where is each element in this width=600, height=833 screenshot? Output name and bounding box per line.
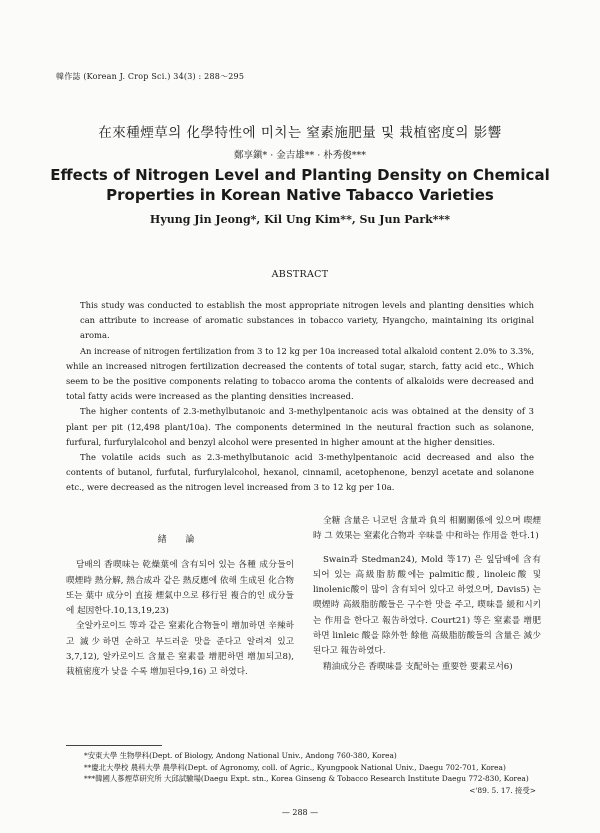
abstract-paragraph: An increase of nitrogen fertilization from 3 to 12 kg per 10a increased total alkaloid content 2.0% to 3.3%, while an increased nitrogen fertilization decreased the contents of total sugar, starch, fatty acid etc., Which seem to be the positive components relating to tobacco aroma the contents of alkaloids were decreased and total fatty acids were increased as the planting densities increased. (66, 345, 535, 402)
footnote-divider (66, 745, 162, 746)
footnote-affiliation-2: **慶北大學校 農科大學 農學科(Dept. of Agronomy, coll. of Agric., Kyungpook National Univ., Daegu 702-701, Korea) (84, 762, 506, 772)
right-column (313, 514, 541, 675)
english-title (40, 165, 560, 205)
body-paragraph: 精油成分은 香喫味를 支配하는 重要한 要素로서6) (323, 661, 513, 672)
abstract-paragraph: The volatile acids such as 2.3-methylbutanoic acid 3-methylpentanoic acid decreased and also the contents of butanol, furfutal, furfurylalcohol, hexanol, cinnamil, acetophenone, benzyl acetate and solanone etc., were decreased as the nitrogen level increased from 3 to 12 kg per 10a. (66, 452, 534, 493)
english-title-line-1: Effects of Nitrogen Level and Planting Density on Chemical (50, 166, 550, 184)
footnote-affiliation-3: ***韓國人蔘煙草研究所 大邱試驗場(Daegu Expt. stn., Korea Ginseng & Tobacco Research Institute Daegu 772-830, Korea) (84, 774, 529, 784)
footnote-affiliation-1: *安東大學 生物學科(Dept. of Biology, Andong National Univ., Andong 760-380, Korea) (84, 751, 397, 760)
journal-citation: 韓作誌 (Korean J. Crop Sci.) 34(3) : 288～295 (56, 72, 245, 81)
received-date: <'89. 5. 17. 接受> (469, 785, 536, 795)
english-authors: Hyung Jin Jeong*, Kil Ung Kim**, Su Jun Park*** (149, 213, 451, 226)
footnotes (66, 750, 536, 796)
body-paragraph: 全알카로이드 等과 같은 窒素化合物들이 增加하면 辛辣하고 滅少하면 순하고 부드러운 맛을 준다고 알려져 있고3,7,12), 알카로이드 含量은 窒素를 增肥하면 增加되고8), 栽植密度가 낮을 수록 增加된다9,16) 고 하였다. (66, 621, 294, 678)
page-number: — 288 — (281, 808, 319, 817)
english-title-line-2: Properties in Korean Native Tabacco Varieties (106, 186, 494, 204)
left-column (66, 533, 294, 681)
section-heading-introduction: 緖 論 (157, 535, 203, 545)
abstract-body (66, 298, 534, 496)
abstract-heading: ABSTRACT (271, 269, 329, 280)
abstract-paragraph: The higher contents of 2.3-methylbutanoic and 3-methylpentanoic acis was obtained at the density of 3 plant per pit (12,498 plant/10a). The components determined in the neutural fraction such as solanone, furfural, furfurylalcohol and benzyl alcohol were presented in higher amount at the higher densities. (66, 406, 534, 447)
abstract-paragraph: This study was conducted to establish the most appropriate nitrogen levels and planting densities which can attribute to increase of aromatic substances in tobacco variety, Hyangcho, maintaining its original aroma. (80, 300, 534, 341)
body-paragraph: Swain과 Stedman24), Mold 等17) 은 잎담배에 含有되어 있는 高級脂肪酸에는 palmitic酸, linoleic酸 및 linolenic酸이 많이 含有되어 있다고 하였으며, Davis5) 는 喫煙時 高級脂肪酸들은 구수한 맛을 주고, 喫味를 緩和시키는 作用을 한다고 報告하였다. Court21) 等은 窒素를 增肥하면 linleic 酸을 除外한 餘他 高級脂肪酸들의 含量은 減少된다고 報告하였다. (313, 554, 541, 657)
korean-authors: 鄭享鎭* · 金吉雄** · 朴秀俊*** (233, 150, 367, 161)
body-paragraph: 全糖 含量은 니코틴 含量과 負의 相關關係에 있으며 喫煙時 그 效果는 窒素化合物과 辛味를 中和하는 作用을 한다.1) (313, 516, 541, 542)
korean-title: 在來種煙草의 化學特性에 미치는 窒素施肥量 및 栽植密度의 影響 (98, 125, 502, 141)
body-paragraph: 담배의 香喫味는 乾燥葉에 含有되어 있는 各種 成分들이 喫煙時 熱分解, 熱合成과 같은 熱反應에 依해 生成된 化合物 또는 葉中 成分이 直接 煙氣中으로 移行된 複合的인 成分들에 起因한다.10,13,19,23) (66, 560, 294, 617)
